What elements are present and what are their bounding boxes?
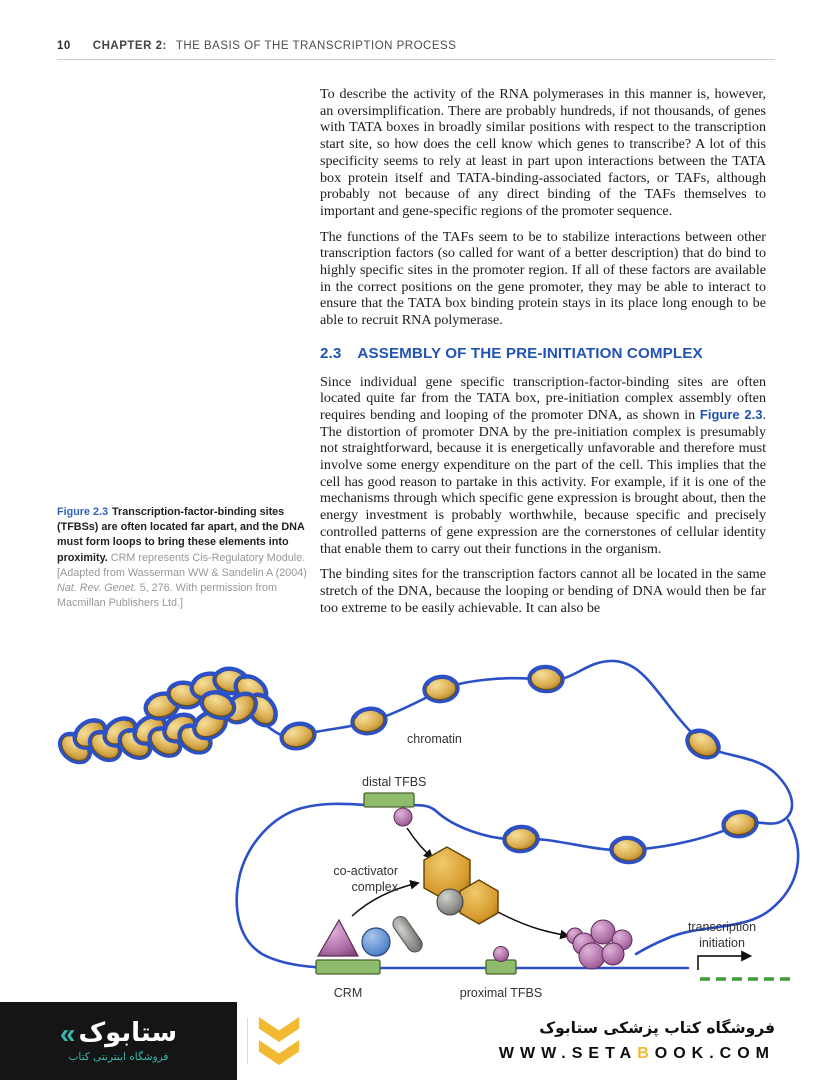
figure-2-3-diagram xyxy=(0,648,832,1000)
section-heading xyxy=(320,346,766,363)
page-footer xyxy=(0,1002,832,1080)
transcription-start-arrow xyxy=(698,956,750,970)
nucleosome xyxy=(528,665,564,692)
figure-caption-credit-end: 5, 276. With permission from Macmillan Publishers Ltd.] xyxy=(57,582,278,610)
nucleosome xyxy=(350,706,388,737)
paragraph xyxy=(320,374,766,558)
label-proximal-tfbs: proximal TFBS xyxy=(459,986,543,1000)
page-header xyxy=(57,40,775,60)
figure-reference-link[interactable]: Figure 2.3 xyxy=(699,406,763,422)
label-coactivator-line2: complex xyxy=(351,880,398,894)
chapter-label: CHAPTER 2: xyxy=(92,40,167,52)
crm-complex xyxy=(316,914,516,974)
logo-chevron-icon: « xyxy=(59,1017,76,1049)
nucleosome xyxy=(503,825,539,852)
transcription-factor-capsule xyxy=(390,914,425,955)
paragraph: The binding sites for the transcription factors cannot all be located in the same stretch of the DNA, because the looping or bending of DNA would then be far too extreme to be easily achievable. It can also be xyxy=(320,566,766,616)
chromatin-fiber xyxy=(54,666,282,769)
distal-tf-protein xyxy=(394,808,412,826)
figure-caption xyxy=(57,505,309,611)
polymerase-subunit xyxy=(602,943,624,965)
nucleosome xyxy=(610,836,646,864)
transcription-factor-sphere xyxy=(362,928,390,956)
main-text-column xyxy=(320,86,766,625)
label-coactivator-line1: co-activator xyxy=(333,864,398,878)
url-text: OOK.COM xyxy=(654,1045,775,1062)
setabook-logo xyxy=(60,1019,177,1048)
footer-divider xyxy=(247,1018,248,1064)
url-highlight-letter: B xyxy=(637,1045,655,1062)
label-crm: CRM xyxy=(333,986,363,1000)
chapter-title: THE BASIS OF THE TRANSCRIPTION PROCESS xyxy=(175,40,457,52)
figure-caption-label: Figure 2.3 xyxy=(57,506,109,518)
logo-subtitle: فروشگاه اینترنتی کتاب xyxy=(68,1050,169,1063)
paragraph: The functions of the TAFs seem to be to stabilize interactions between other transcription factors (so called for want of a better description) that do bind to highly specific sites in the promoter region. If all of these factors are available in the correct positions on the gene promoter, they may be able to interact to ensure that the TATA box binding protein stays in its place long enough to be able to recruit RNA polymerase. xyxy=(320,228,766,329)
footer-website-link[interactable] xyxy=(499,1045,775,1063)
yellow-chevrons-icon xyxy=(256,1015,302,1067)
header-rule xyxy=(57,59,775,60)
footer-tagline: فروشگاه کتاب پزشکی ستابوک xyxy=(539,1019,775,1037)
url-text: WWW.SETA xyxy=(498,1045,638,1062)
rna-polymerase-complex xyxy=(567,920,632,969)
coactivator-subunit-sphere xyxy=(437,889,463,915)
label-transcription-line1: transcription xyxy=(687,920,757,934)
arrow-distal-to-coactivator xyxy=(407,828,432,858)
dna-nucleosomes xyxy=(279,665,759,864)
polymerase-subunit xyxy=(579,943,605,969)
label-distal-tfbs: distal TFBS xyxy=(362,775,427,789)
nucleosome xyxy=(721,809,758,838)
page-number: 10 xyxy=(57,40,71,52)
paragraph: To describe the activity of the RNA polymerases in this manner is, however, an oversimplification. There are probably hundreds, if not thousands, of genes with TATA boxes in broadly similar positions with respect to the transcription start site, so how does the cell know which genes to transcribe? A lot of this specificity seems to rely at least in part upon interactions between the TATA box protein itself and TATA-binding-associated factors, or TAFs, although probably not because of any direct binding of the TAFs themselves to important and gene-specific regions of the promoter sequence. xyxy=(320,86,766,219)
nucleosome xyxy=(423,675,459,703)
nucleosome xyxy=(279,720,317,752)
proximal-tf-protein xyxy=(494,947,509,962)
paragraph-text: Since individual gene specific transcription-factor-binding sites are often located quite far from the TATA box, pre-initiation complex assembly often requires bending and looping of the promoter DNA, as shown in xyxy=(320,373,766,423)
label-transcription-line2: initiation xyxy=(699,936,745,950)
figure-caption-bold-text: Transcription-factor-binding sites (TFBSs) are often located far apart, and the DNA must form loops to bring these elements into proximity. xyxy=(57,506,305,564)
chromatin-looping-diagram xyxy=(0,648,832,1000)
proximal-tfbs-box xyxy=(486,960,516,974)
section-number: 2.3 xyxy=(320,344,342,362)
section-title: ASSEMBLY OF THE PRE-INITIATION COMPLEX xyxy=(357,344,703,362)
crm-box xyxy=(316,960,380,974)
logo-wordmark: ستابوک xyxy=(78,1018,178,1049)
coactivator-complex xyxy=(424,847,498,924)
paragraph-text: . The distortion of promoter DNA by the pre-initiation complex is presumably not straightforward, because it is energetically unfavorable and therefore must involve some energy expenditure on the part of the cell. This implies that the cell has good reason to partake in this activity. For example, if it is one of the mechanisms through which specific gene expression is brought about, then the energy investment is probably worthwhile, because specific and precisely controlled patterns of gene expression are the cornerstones of cellular identity that enable them to carry out their functions in the organism. xyxy=(320,406,766,557)
transcription-factor-triangle xyxy=(318,920,358,956)
setabook-logo-block[interactable] xyxy=(0,1002,237,1080)
figure-caption-journal: Nat. Rev. Genet. xyxy=(57,582,137,595)
distal-tfbs-box xyxy=(364,793,414,807)
running-head xyxy=(57,40,775,52)
arrow-coactivator-to-polymerase xyxy=(498,912,568,936)
label-chromatin: chromatin xyxy=(407,732,462,746)
footer-right-block xyxy=(499,1019,832,1063)
polymerase-subunit xyxy=(591,920,615,944)
figure-caption-credit: CRM represents Cis-Regulatory Module. [Adapted from Wasserman WW & Sandelin A (2004) xyxy=(57,551,307,579)
